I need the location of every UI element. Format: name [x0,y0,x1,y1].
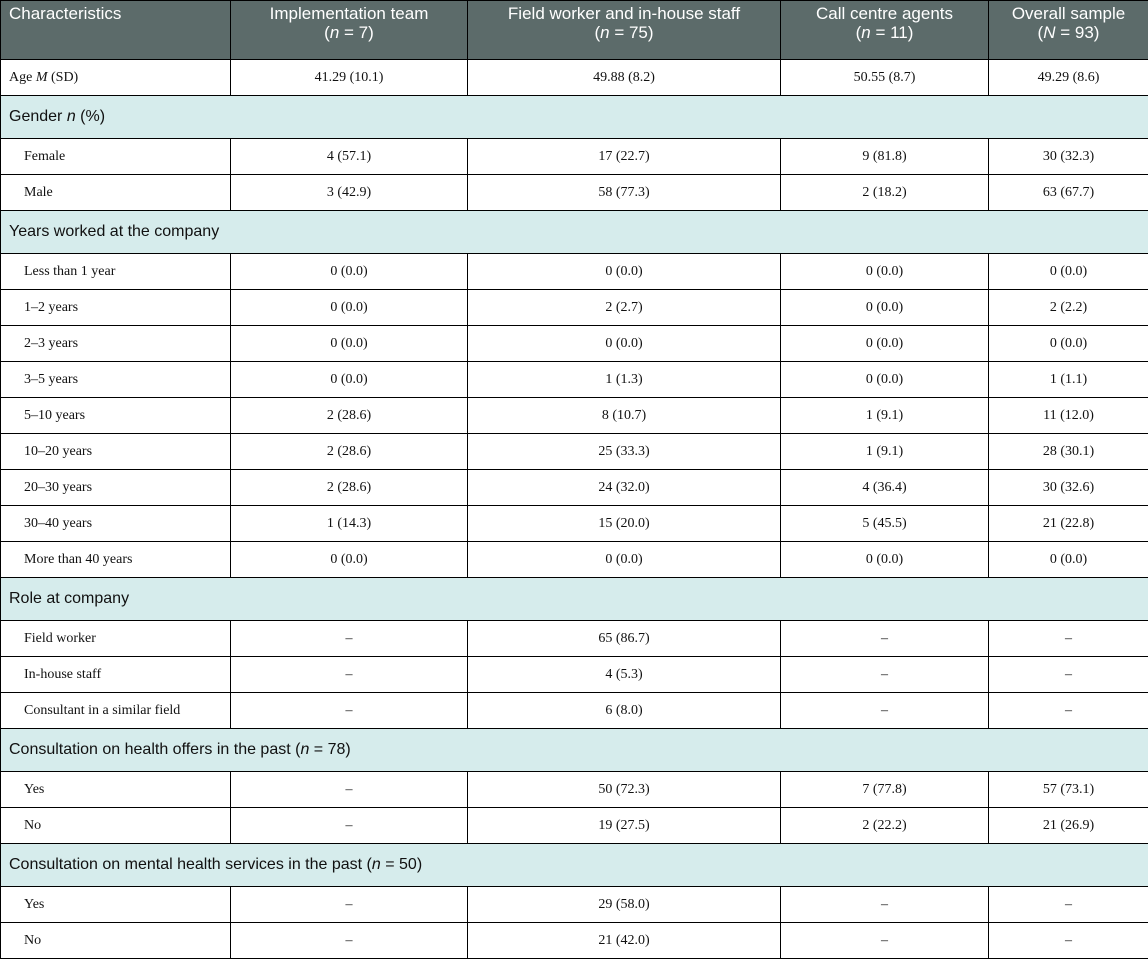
table-cell: 2 (28.6) [231,434,468,470]
table-cell: 63 (67.7) [989,175,1148,211]
section-title: Gender n (%) [1,96,1148,139]
header-n: (N = 93) [1037,23,1100,42]
table-cell: – [989,923,1148,959]
table-cell: 1 (9.1) [781,434,989,470]
section-role [1,578,1148,621]
table-cell: – [231,887,468,923]
header-n: (n = 7) [324,23,374,42]
table-cell: – [781,923,989,959]
table-cell: 9 (81.8) [781,139,989,175]
table-cell: – [781,657,989,693]
table-cell: 58 (77.3) [468,175,781,211]
table-row [1,139,1148,175]
table-cell: 0 (0.0) [231,362,468,398]
header-title: Call centre agents [815,4,954,23]
section-years [1,211,1148,254]
section-health-offers [1,729,1148,772]
table-cell: – [781,887,989,923]
table-cell: 21 (42.0) [468,923,781,959]
row-label: More than 40 years [1,542,231,578]
table-cell: – [231,772,468,808]
table-cell: 0 (0.0) [781,290,989,326]
section-gender [1,96,1148,139]
row-label: Field worker [1,621,231,657]
table-row [1,434,1148,470]
row-label: Yes [1,772,231,808]
table-cell: 1 (1.1) [989,362,1148,398]
table-cell: 2 (2.2) [989,290,1148,326]
table-row [1,887,1148,923]
table-cell: 65 (86.7) [468,621,781,657]
header-implementation-team [231,1,468,60]
row-label: Female [1,139,231,175]
row-label: 30–40 years [1,506,231,542]
header-row [1,1,1148,60]
header-n: (n = 11) [855,23,914,42]
row-label: Less than 1 year [1,254,231,290]
section-title: Years worked at the company [1,211,1148,254]
row-label: 5–10 years [1,398,231,434]
table-cell: 2 (28.6) [231,470,468,506]
table-cell: – [989,657,1148,693]
row-label: Male [1,175,231,211]
section-title: Role at company [1,578,1148,621]
table-cell: 1 (9.1) [781,398,989,434]
table-row [1,923,1148,959]
table-cell: 0 (0.0) [468,326,781,362]
table-cell: 28 (30.1) [989,434,1148,470]
section-mental-health [1,844,1148,887]
header-call-centre [781,1,989,60]
table-cell: – [231,923,468,959]
table-cell: 0 (0.0) [231,290,468,326]
table-row [1,470,1148,506]
table-row [1,621,1148,657]
table-cell: – [989,887,1148,923]
row-label: Yes [1,887,231,923]
table-cell: 17 (22.7) [468,139,781,175]
table-row [1,657,1148,693]
table-cell: 0 (0.0) [468,542,781,578]
row-label: 10–20 years [1,434,231,470]
table-cell: 0 (0.0) [989,326,1148,362]
table-cell: 30 (32.3) [989,139,1148,175]
table-cell: 1 (14.3) [231,506,468,542]
header-title: Overall sample [1011,4,1126,23]
table-cell: 21 (26.9) [989,808,1148,844]
table-cell: 5 (45.5) [781,506,989,542]
table-cell: 50.55 (8.7) [781,60,989,96]
row-label: No [1,923,231,959]
table-cell: 15 (20.0) [468,506,781,542]
table-cell: 3 (42.9) [231,175,468,211]
table-cell: – [231,621,468,657]
table-cell: 2 (2.7) [468,290,781,326]
table-cell: – [781,621,989,657]
header-characteristics: Characteristics [1,1,231,60]
table-cell: – [231,657,468,693]
table-cell: 0 (0.0) [989,254,1148,290]
table-cell: 25 (33.3) [468,434,781,470]
header-title: Field worker and in-house staff [507,4,741,23]
table-row [1,542,1148,578]
table-row [1,398,1148,434]
row-label: 20–30 years [1,470,231,506]
row-label: No [1,808,231,844]
table-cell: 2 (22.2) [781,808,989,844]
table-cell: 8 (10.7) [468,398,781,434]
table-cell: 6 (8.0) [468,693,781,729]
table-row [1,290,1148,326]
table-cell: 4 (36.4) [781,470,989,506]
table-row [1,772,1148,808]
table-row [1,254,1148,290]
table-cell: 19 (27.5) [468,808,781,844]
table-cell: 0 (0.0) [231,326,468,362]
row-label: 3–5 years [1,362,231,398]
row-label: Consultant in a similar field [1,693,231,729]
table-cell: 49.88 (8.2) [468,60,781,96]
table-cell: 4 (5.3) [468,657,781,693]
section-title: Consultation on mental health services in the past (n = 50) [1,844,1148,887]
table-cell: 0 (0.0) [781,542,989,578]
table-cell: 0 (0.0) [781,254,989,290]
table-cell: 0 (0.0) [989,542,1148,578]
table-row [1,326,1148,362]
table-cell: 57 (73.1) [989,772,1148,808]
table-row [1,506,1148,542]
table-cell: – [231,693,468,729]
table-row [1,362,1148,398]
age-label: Age M (SD) [1,60,231,96]
age-row [1,60,1148,96]
table-cell: 24 (32.0) [468,470,781,506]
table-cell: 2 (18.2) [781,175,989,211]
table-cell: 0 (0.0) [781,362,989,398]
table-cell: 1 (1.3) [468,362,781,398]
header-title: Implementation team [269,4,429,23]
table-cell: – [231,808,468,844]
table-row [1,808,1148,844]
table-row [1,693,1148,729]
table-cell: 0 (0.0) [468,254,781,290]
row-label: In-house staff [1,657,231,693]
header-field-worker [468,1,781,60]
table-cell: 21 (22.8) [989,506,1148,542]
header-overall [989,1,1148,60]
table-cell: 49.29 (8.6) [989,60,1148,96]
table-cell: 4 (57.1) [231,139,468,175]
table-cell: 11 (12.0) [989,398,1148,434]
table-row [1,175,1148,211]
table-cell: 29 (58.0) [468,887,781,923]
table-cell: 2 (28.6) [231,398,468,434]
row-label: 1–2 years [1,290,231,326]
table-cell: 50 (72.3) [468,772,781,808]
table-cell: 41.29 (10.1) [231,60,468,96]
table-cell: 30 (32.6) [989,470,1148,506]
row-label: 2–3 years [1,326,231,362]
table-cell: – [781,693,989,729]
table-cell: 0 (0.0) [231,542,468,578]
table-cell: 0 (0.0) [781,326,989,362]
header-n: (n = 75) [594,23,654,42]
table-cell: 7 (77.8) [781,772,989,808]
section-title: Consultation on health offers in the past (n = 78) [1,729,1148,772]
table-cell: – [989,621,1148,657]
table-cell: 0 (0.0) [231,254,468,290]
table-cell: – [989,693,1148,729]
